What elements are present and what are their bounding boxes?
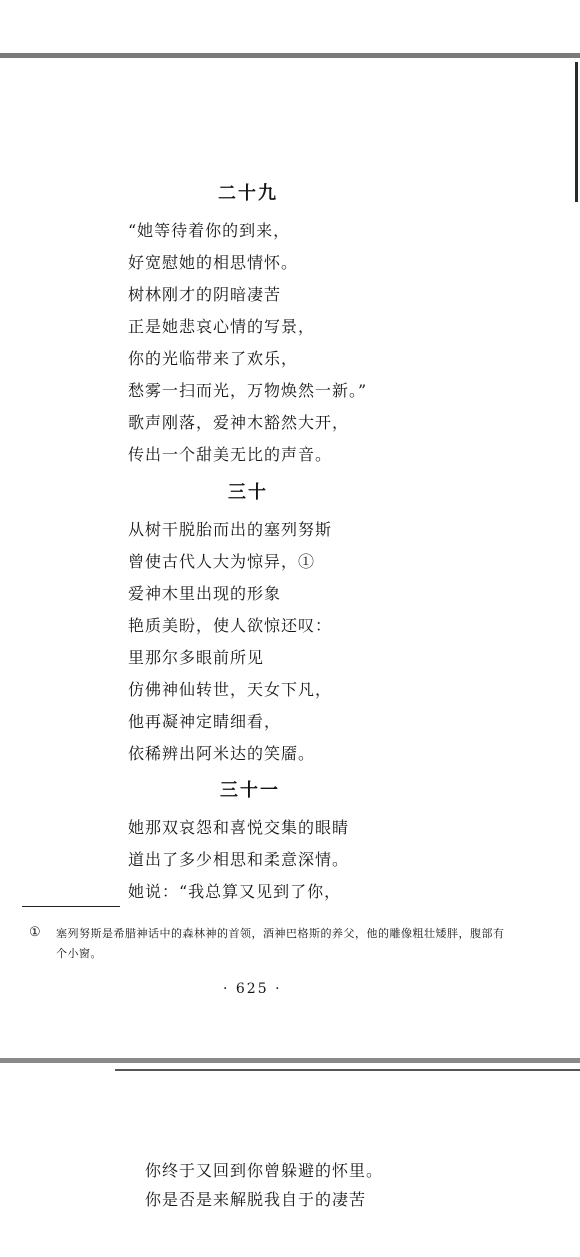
verse-line: 她说：“我总算又见到了你， [128, 882, 342, 901]
verse-line: 里那尔多眼前所见 [128, 648, 265, 667]
section-heading-29: 二十九 [218, 183, 278, 204]
next-page-top-rule [115, 1069, 580, 1071]
footnote-divider [22, 906, 120, 907]
page-edge-mark [575, 62, 578, 202]
verse-line: 树林刚才的阴暗凄苦 [128, 285, 282, 304]
top-scan-rule [0, 53, 580, 58]
verse-line: 依稀辨出阿米达的笑靥。 [128, 744, 316, 763]
verse-line: 歌声刚落，爱神木豁然大开， [128, 413, 350, 432]
verse-line: 艳质美盼，使人欲惊还叹： [128, 616, 333, 635]
page-break-rule [0, 1058, 580, 1063]
verse-line: 正是她悲哀心情的写景， [128, 317, 316, 336]
next-page-verse-line: 你终于又回到你曾躲避的怀里。 [145, 1161, 384, 1180]
verse-line: 她那双哀怨和喜悦交集的眼睛 [128, 818, 350, 837]
verse-line: 愁雾一扫而光，万物焕然一新。” [128, 381, 368, 400]
verse-line: 好宽慰她的相思情怀。 [128, 253, 299, 272]
section-heading-30: 三十 [228, 482, 268, 503]
verse-line: 他再凝神定睛细看， [128, 712, 282, 731]
stanza-29 [128, 215, 367, 471]
section-heading-31: 三十一 [220, 780, 280, 801]
verse-line: 你的光临带来了欢乐， [128, 349, 299, 368]
stanza-30 [128, 514, 332, 770]
verse-line: 从树干脱胎而出的塞列努斯 [128, 520, 333, 539]
verse-line: “她等待着你的到来， [128, 221, 291, 240]
next-page-cut-line: 你是否是来解脱我自于的凄苦 [145, 1190, 367, 1209]
verse-line: 爱神木里出现的形象 [128, 584, 282, 603]
page-number: · 625 · [223, 981, 282, 997]
verse-line: 仿佛神仙转世，天女下凡， [128, 680, 333, 699]
verse-line: 传出一个甜美无比的声音。 [128, 445, 333, 464]
verse-line: 道出了多少相思和柔意深情。 [128, 850, 350, 869]
footnote-marker: ① [29, 925, 41, 940]
verse-line: 曾使古代人大为惊异，① [128, 552, 316, 571]
stanza-31 [128, 812, 349, 908]
footnote-text: 塞列努斯是希腊神话中的森林神的首领，酒神巴格斯的养父，他的雕像粗壮矮胖，腹部有个小窗。 [56, 927, 505, 960]
